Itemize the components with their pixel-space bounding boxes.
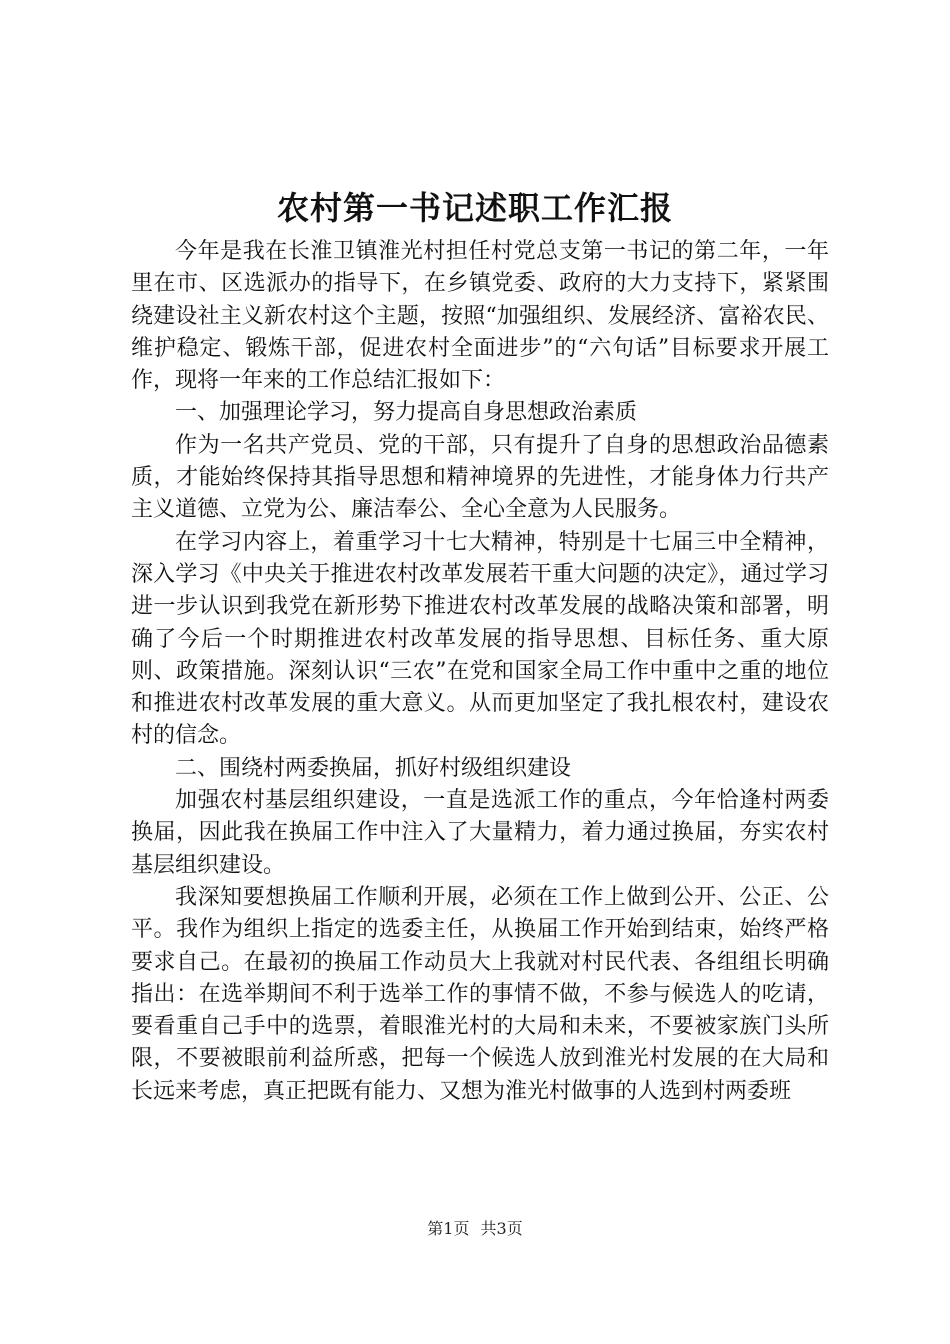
section-heading-2: 二、围绕村两委换届，抓好村级组织建设 xyxy=(175,755,572,781)
document-title: 农村第一书记述职工作汇报 xyxy=(276,189,673,227)
page-footer xyxy=(0,1218,950,1240)
page-number: 第1页 xyxy=(427,1219,470,1238)
document-body xyxy=(131,236,829,1108)
intro-paragraph: 今年是我在长淮卫镇淮光村担任村党总支第一书记的第二年，一年里在市、区选派办的指导下，在乡镇党委、政府的大力支持下，紧紧围绕建设社主义新农村这个主题，按照“加强组织、发展经济、富裕农民、维护稳定、锻炼干部，促进农村全面进步”的“六句话”目标要求开展工作，现将一年来的工作总结汇报如下： xyxy=(131,239,829,394)
section-heading-1: 一、加强理论学习，努力提高自身思想政治素质 xyxy=(175,400,638,426)
section-2-paragraph-1: 加强农村基层组织建设，一直是选派工作的重点，今年恰逢村两委换届，因此我在换届工作中注入了大量精力，着力通过换届，夯实农村基层组织建设。 xyxy=(131,788,829,878)
page-total: 共3页 xyxy=(480,1219,523,1238)
section-1-paragraph-1: 作为一名共产党员、党的干部，只有提升了自身的思想政治品德素质，才能始终保持其指导思想和精神境界的先进性，才能身体力行共产主义道德、立党为公、廉洁奉公、全心全意为人民服务。 xyxy=(131,432,829,523)
section-1-paragraph-2: 在学习内容上，着重学习十七大精神，特别是十七届三中全精神，深入学习《中央关于推进农村改革发展若干重大问题的决定》，通过学习进一步认识到我党在新形势下推进农村改革发展的战略决策和部署，明确了今后一个时期推进农村改革发展的指导思想、目标任务、重大原则、政策措施。深刻认识“三农”在党和国家全局工作中重中之重的地位和推进农村改革发展的重大意义。从而更加坚定了我扎根农村，建设农村的信念。 xyxy=(131,529,829,749)
section-2-paragraph-2: 我深知要想换届工作顺利开展，必须在工作上做到公开、公正、公平。我作为组织上指定的选委主任，从换届工作开始到结束，始终严格要求自己。在最初的换届工作动员大上我就对村民代表、各组组长明确指出：在选举期间不利于选举工作的事情不做，不参与候选人的吃请，要看重自己手中的选票，着眼淮光村的大局和未来，不要被家族门头所限，不要被眼前利益所惑，把每一个候选人放到淮光村发展的在大局和长远来考虑，真正把既有能力、又想为淮光村做事的人选到村两委班 xyxy=(131,884,829,1104)
